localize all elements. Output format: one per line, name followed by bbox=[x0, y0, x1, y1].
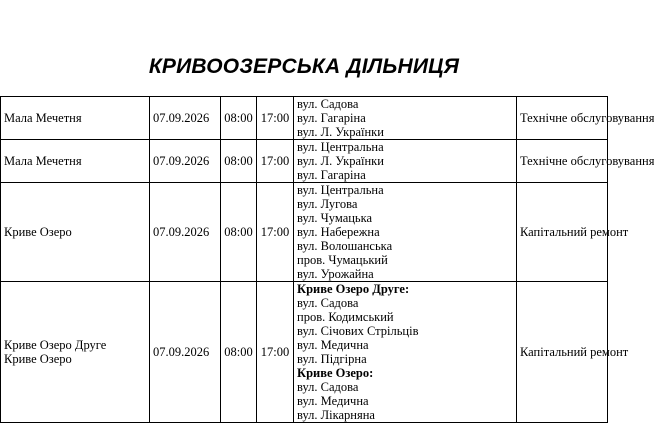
locality-name: Мала Мечетня bbox=[4, 154, 82, 168]
work-type-cell: Технічне обслуговування bbox=[517, 140, 608, 183]
street-item: вул. Лугова bbox=[297, 197, 358, 211]
street-item: вул. Садова bbox=[297, 97, 359, 111]
date-cell: 07.09.2026 bbox=[150, 183, 221, 282]
locality-name: Криве Озеро bbox=[4, 352, 72, 366]
street-item: вул. Січових Стрільців bbox=[297, 324, 419, 338]
street-group-heading: Криве Озеро Друге: bbox=[297, 282, 410, 296]
outage-schedule-table bbox=[0, 96, 654, 423]
street-item: вул. Л. Українки bbox=[297, 154, 384, 168]
street-group-heading: Криве Озеро: bbox=[297, 366, 374, 380]
start-time-cell: 08:00 bbox=[221, 97, 257, 140]
locality-cell bbox=[1, 140, 150, 183]
street-item: вул. Центральна bbox=[297, 183, 384, 197]
street-item: вул. Підгірна bbox=[297, 352, 367, 366]
street-item: вул. Медична bbox=[297, 394, 369, 408]
locality-name: Мала Мечетня bbox=[4, 111, 82, 125]
locality-name: Криве Озеро Друге bbox=[4, 338, 107, 352]
street-item: вул. Волошанська bbox=[297, 239, 393, 253]
street-item: вул. Набережна bbox=[297, 225, 380, 239]
table-row bbox=[1, 282, 608, 423]
street-item: вул. Садова bbox=[297, 296, 359, 310]
street-item: вул. Л. Українки bbox=[297, 125, 384, 139]
end-time-cell: 17:00 bbox=[257, 282, 294, 423]
streets-cell bbox=[294, 97, 517, 140]
table-row bbox=[1, 183, 608, 282]
streets-cell bbox=[294, 282, 517, 423]
locality-cell bbox=[1, 97, 150, 140]
street-item: вул. Медична bbox=[297, 338, 369, 352]
locality-cell bbox=[1, 282, 150, 423]
street-item: вул. Садова bbox=[297, 380, 359, 394]
streets-cell bbox=[294, 183, 517, 282]
start-time-cell: 08:00 bbox=[221, 183, 257, 282]
work-type-cell: Капітальний ремонт bbox=[517, 183, 608, 282]
date-cell: 07.09.2026 bbox=[150, 140, 221, 183]
table-row bbox=[1, 140, 608, 183]
streets-cell bbox=[294, 140, 517, 183]
work-type-cell: Технічне обслуговування bbox=[517, 97, 608, 140]
end-time-cell: 17:00 bbox=[257, 97, 294, 140]
street-item: вул. Лікарняна bbox=[297, 408, 375, 422]
street-item: пров. Чумацький bbox=[297, 253, 388, 267]
street-item: пров. Кодимський bbox=[297, 310, 394, 324]
start-time-cell: 08:00 bbox=[221, 282, 257, 423]
street-item: вул. Центральна bbox=[297, 140, 384, 154]
work-type-cell: Капітальний ремонт bbox=[517, 282, 608, 423]
street-item: вул. Гагаріна bbox=[297, 111, 366, 125]
start-time-cell: 08:00 bbox=[221, 140, 257, 183]
table-row bbox=[1, 97, 608, 140]
end-time-cell: 17:00 bbox=[257, 183, 294, 282]
locality-cell bbox=[1, 183, 150, 282]
end-time-cell: 17:00 bbox=[257, 140, 294, 183]
street-item: вул. Урожайна bbox=[297, 267, 374, 281]
date-cell: 07.09.2026 bbox=[150, 282, 221, 423]
street-item: вул. Чумацька bbox=[297, 211, 373, 225]
locality-name: Криве Озеро bbox=[4, 225, 72, 239]
date-cell: 07.09.2026 bbox=[150, 97, 221, 140]
page-title: КРИВООЗЕРСЬКА ДІЛЬНИЦЯ bbox=[148, 55, 460, 78]
street-item: вул. Гагаріна bbox=[297, 168, 366, 182]
